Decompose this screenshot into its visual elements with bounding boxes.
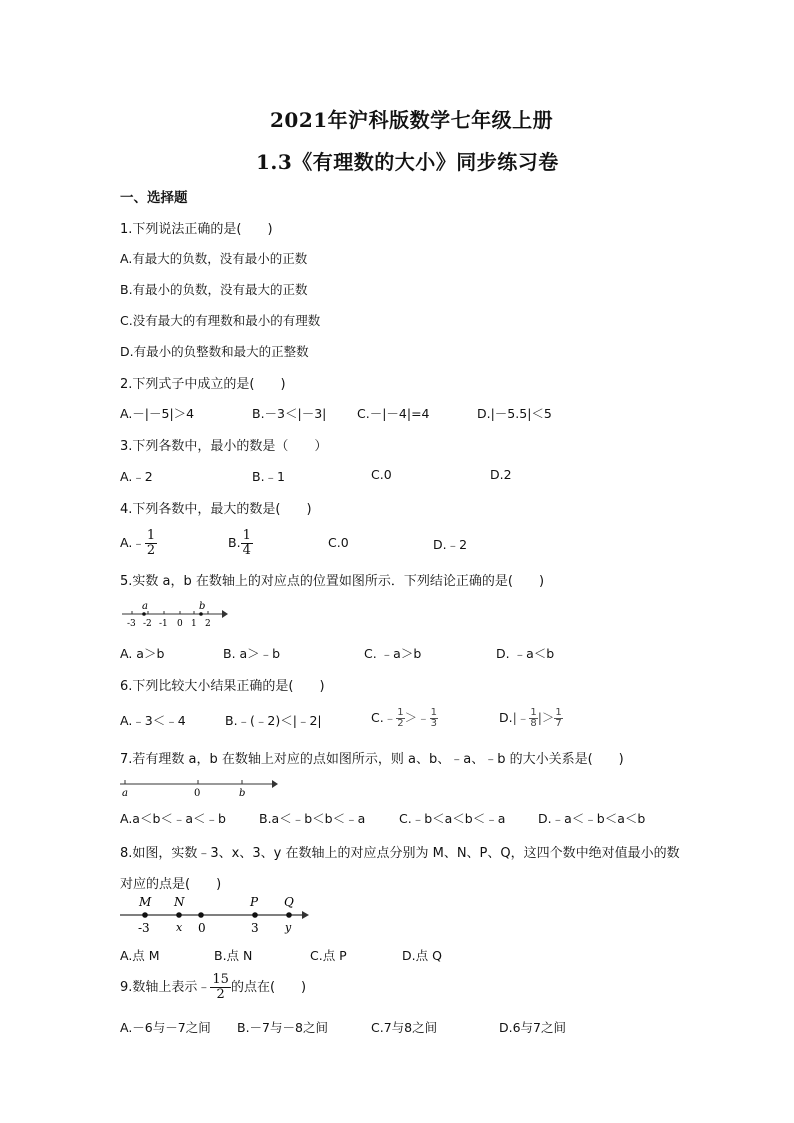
point-q-dot xyxy=(286,912,292,918)
q3-stem: 3.下列各数中，最小的数是（ ） xyxy=(120,439,328,454)
label-m: M xyxy=(139,895,152,909)
q8-number-line xyxy=(118,893,312,935)
q1-option-a: A.有最大的负数，没有最小的正数 xyxy=(120,251,308,266)
q2-option-c: C.－|－4|=4 xyxy=(357,406,430,421)
q8-option-c: C.点 P xyxy=(310,948,347,963)
point-a-label: a xyxy=(122,788,128,799)
fraction-numerator: 1 xyxy=(555,707,562,718)
point-a-dot xyxy=(142,612,146,616)
axis-arrow xyxy=(302,911,309,919)
q6-option-d xyxy=(499,704,563,732)
label-minus-3: -3 xyxy=(138,921,150,935)
q9-stem-prefix: 9.数轴上表示﹣ xyxy=(120,980,211,995)
q6-option-a: A.﹣3＜﹣4 xyxy=(120,713,186,728)
label-n: N xyxy=(174,895,185,909)
q4-option-a-fraction xyxy=(145,529,157,558)
q2-option-a: A.－|－5|＞4 xyxy=(120,406,195,421)
q8-option-b: B.点 N xyxy=(214,948,253,963)
q6-option-d-right-fraction xyxy=(554,708,562,729)
fraction-numerator: 15 xyxy=(212,972,229,987)
tick-label: -1 xyxy=(159,619,168,629)
q3-option-c: C.0 xyxy=(371,467,392,482)
q5-option-b: B. a＞﹣b xyxy=(223,646,281,661)
section-heading: 一、选择题 xyxy=(120,190,188,206)
tick-label: -3 xyxy=(127,619,136,629)
q5-option-a: A. a＞b xyxy=(120,646,165,661)
point-n-dot xyxy=(176,912,182,918)
q7-option-c: C.﹣b＜a＜b＜﹣a xyxy=(399,811,506,826)
axis-arrow xyxy=(222,610,228,618)
q4-option-d: D.﹣2 xyxy=(433,537,468,552)
q4-option-a-prefix: A.﹣ xyxy=(120,535,145,550)
q1-option-b: B.有最小的负数，没有最大的正数 xyxy=(120,282,308,297)
q6-option-c xyxy=(371,704,438,732)
comparison-operator: |＞ xyxy=(537,710,555,725)
origin-dot xyxy=(198,912,204,918)
fraction-denominator: 2 xyxy=(146,543,156,558)
point-b-label: b xyxy=(239,788,246,799)
q5-option-d: D. ﹣a＜b xyxy=(496,646,555,661)
q9-stem-suffix: 的点在( ) xyxy=(230,980,307,995)
q3-option-b: B.﹣1 xyxy=(252,469,286,484)
q7-stem: 7.若有理数 a，b 在数轴上对应的点如图所示，则 a、b、﹣a、﹣b 的大小关系是( ) xyxy=(120,752,624,767)
q3-option-d: D.2 xyxy=(490,467,512,482)
fraction-denominator: 3 xyxy=(430,718,437,729)
q6-option-c-left-fraction xyxy=(396,708,404,729)
q2-option-b: B.－3＜|－3| xyxy=(252,406,327,421)
document-title: 2021年沪科版数学七年级上册 xyxy=(270,108,554,132)
label-x: x xyxy=(176,921,183,934)
label-y: y xyxy=(285,921,292,934)
label-zero: 0 xyxy=(198,921,206,935)
label-3: 3 xyxy=(251,921,259,935)
q7-option-d: D.﹣a＜﹣b＜a＜b xyxy=(538,811,646,826)
q9-option-d: D.6与7之间 xyxy=(499,1020,567,1035)
q7-number-line xyxy=(118,776,280,800)
abs-open: |﹣ xyxy=(512,710,530,725)
q6-option-c-prefix: C. xyxy=(371,710,384,725)
label-p: P xyxy=(250,895,259,909)
q5-stem: 5.实数 a，b 在数轴上的对应点的位置如图所示．下列结论正确的是( ) xyxy=(120,574,545,589)
fraction-numerator: 1 xyxy=(397,707,404,718)
fraction-denominator: 2 xyxy=(216,987,225,1002)
tick-label: -2 xyxy=(143,619,152,629)
q8-option-a: A.点 M xyxy=(120,948,160,963)
q9-option-a: A.－6与－7之间 xyxy=(120,1020,211,1035)
q1-stem: 1.下列说法正确的是( ) xyxy=(120,222,273,237)
q9-fraction xyxy=(210,973,231,1002)
zero-label: 0 xyxy=(194,788,201,799)
q1-option-d: D.有最小的负整数和最大的正整数 xyxy=(120,344,309,359)
fraction-numerator: 1 xyxy=(430,707,437,718)
q2-stem: 2.下列式子中成立的是( ) xyxy=(120,377,286,392)
q4-option-c: C.0 xyxy=(328,535,349,550)
q7-option-a: A.a＜b＜﹣a＜﹣b xyxy=(120,811,226,826)
label-q: Q xyxy=(284,895,294,909)
q8-stem-line1: 8.如图，实数﹣3、x、3、y 在数轴上的对应点分别为 M、N、P、Q，这四个数中绝对值最小的数 xyxy=(120,846,680,861)
q1-option-c: C.没有最大的有理数和最小的有理数 xyxy=(120,313,321,328)
q8-stem-line2: 对应的点是( ) xyxy=(120,877,222,892)
minus-sign: ﹣ xyxy=(383,710,397,725)
point-b-label: b xyxy=(199,601,206,612)
point-m-dot xyxy=(142,912,148,918)
q9-option-c: C.7与8之间 xyxy=(371,1020,438,1035)
q3-option-a: A.﹣2 xyxy=(120,469,153,484)
comparison-operator: ＞﹣ xyxy=(404,710,430,725)
q4-option-b xyxy=(228,527,253,559)
point-p-dot xyxy=(252,912,258,918)
q6-option-d-left-fraction xyxy=(529,708,537,729)
q5-option-c: C. ﹣a＞b xyxy=(364,646,422,661)
q4-option-b-prefix: B. xyxy=(228,535,241,550)
q9-option-b: B.－7与－8之间 xyxy=(237,1020,328,1035)
q6-option-d-prefix: D. xyxy=(499,710,513,725)
q8-option-d: D.点 Q xyxy=(402,948,442,963)
q5-number-line xyxy=(118,598,228,632)
q4-stem: 4.下列各数中，最大的数是( ) xyxy=(120,502,312,517)
fraction-denominator: 7 xyxy=(555,718,562,729)
q6-option-c-right-fraction xyxy=(430,708,438,729)
q9-stem xyxy=(120,970,306,1006)
tick-label: 1 xyxy=(191,619,197,629)
axis-arrow xyxy=(272,780,278,788)
tick-label: 2 xyxy=(205,619,211,629)
fraction-denominator: 4 xyxy=(242,543,251,558)
point-b-dot xyxy=(199,612,203,616)
document-subtitle: 1.3《有理数的大小》同步练习卷 xyxy=(256,150,559,174)
q4-option-a xyxy=(120,527,157,559)
q4-option-b-fraction xyxy=(241,529,253,558)
tick-label: 0 xyxy=(177,619,183,629)
q6-stem: 6.下列比较大小结果正确的是( ) xyxy=(120,679,325,694)
fraction-numerator: 1 xyxy=(242,528,251,543)
q6-option-b: B.﹣(﹣2)＜|﹣2| xyxy=(225,713,322,728)
q2-option-d: D.|－5.5|＜5 xyxy=(477,406,552,421)
fraction-numerator: 1 xyxy=(530,707,537,718)
fraction-denominator: 8 xyxy=(530,718,537,729)
point-a-label: a xyxy=(142,601,148,612)
fraction-denominator: 2 xyxy=(397,718,404,729)
fraction-numerator: 1 xyxy=(146,528,156,543)
q7-option-b: B.a＜﹣b＜b＜﹣a xyxy=(259,811,366,826)
